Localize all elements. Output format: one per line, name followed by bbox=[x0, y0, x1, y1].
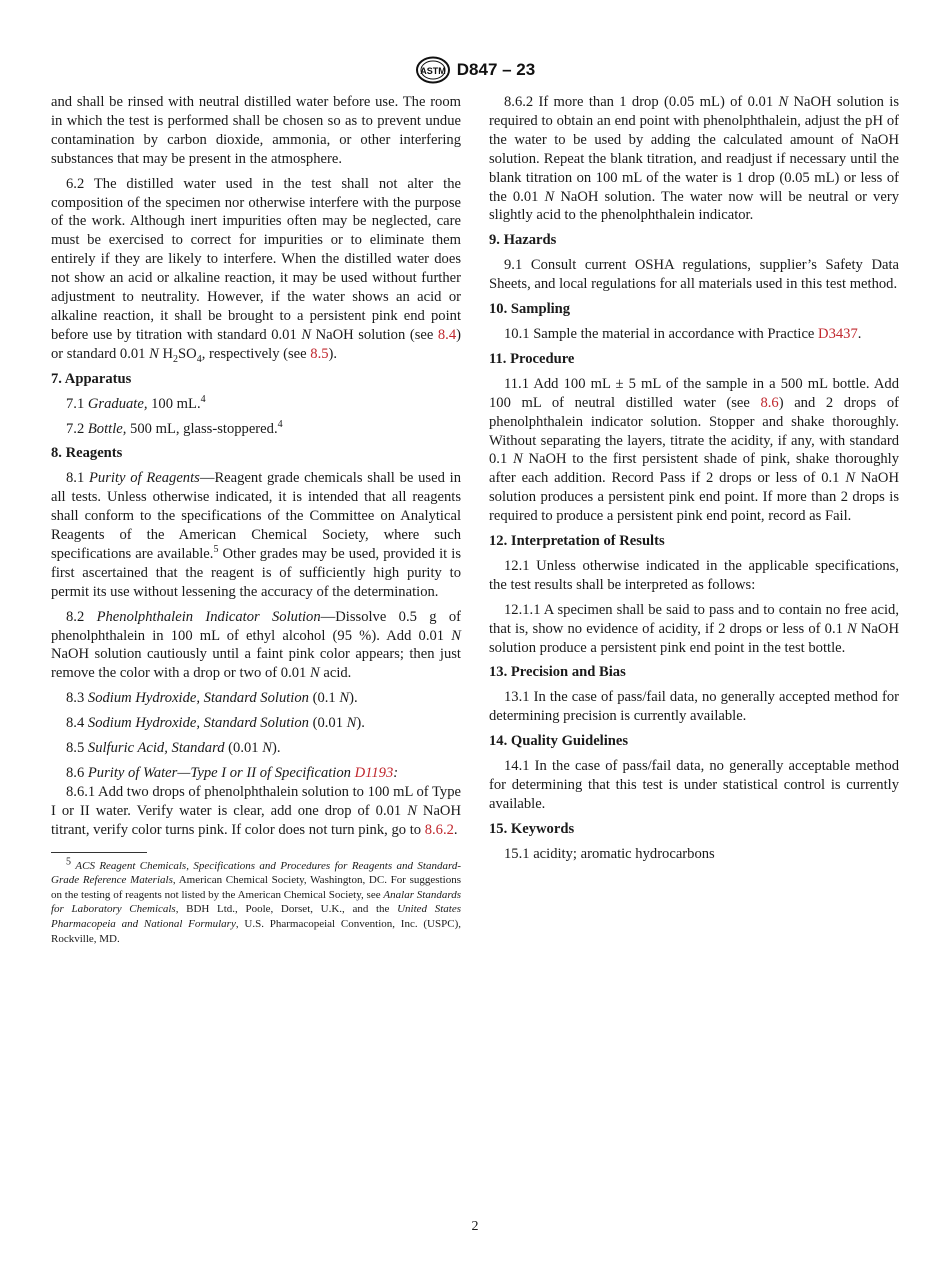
paragraph-11-1: 11.1 Add 100 mL ± 5 mL of the sample in a 500 mL bottle. Add 100 mL of neutral distilled water (see 8.6) and 2 drops of phenolphthalein indicator solution. Stopper and shake thoroughly. Without separating the layers, titrate the acidity, if any, with standard 0.1 N NaOH to the first persistent shade of pink, shake thoroughly after each addition. Record Pass if 2 drops or less of 0.1 N NaOH solution produces a persistent pink end point. If more than 2 drops is required to produce a persistent pink end point, record as Fail. bbox=[489, 375, 900, 525]
paragraph-8-1: 8.1 Purity of Reagents—Reagent grade chemicals shall be used in all tests. Unless otherwise indicated, it is intended that all reagents shall conform to the specifications of the Committee on Analytical Reagents of the American Chemical Society, where such specifications are available.$^5$ Other grades may be used, provided it is first ascertained that the reagent is of sufficiently high purity to permit its use without lessening the accuracy of the determination. bbox=[51, 470, 461, 600]
paragraph-10-1: 10.1 Sample the material in accordance with Practice D3437. bbox=[504, 325, 862, 342]
heading-interpretation: 12. Interpretation of Results bbox=[489, 533, 665, 550]
paragraph-8-6-1: 8.6.1 Add two drops of phenolphthalein solution to 100 mL of Type I or II water. Verify water is clear, add one drop of 0.01 N NaOH titrant, verify color turns pink. If color does not turn pink, go to 8.6.2. bbox=[51, 783, 462, 838]
paragraph-9-1: 9.1 Consult current OSHA regulations, supplier’s Safety Data Sheets, and local regulations for all materials used in this test method. bbox=[489, 257, 899, 293]
paragraph-12-1: 12.1 Unless otherwise indicated in the applicable specifications, the test results shall be interpreted as follows: bbox=[489, 557, 899, 593]
link-8-6[interactable]: 8.6 bbox=[760, 394, 779, 411]
footnote-5: $^5$ ACS Reagent Chemicals, Specifications and Procedures for Reagents and Standard-Grade Reference Materials, American Chemical Society, Washington, DC. For suggestions on the testing of reagents not listed by the American Chemical Society, see Analar Standards for Laboratory Chemicals, BDH Ltd., Poole, Dorset, U.K., and the United States Pharmacopeia and National Formulary, U.S. Pharmacopeial Convention, Inc. (USPC), Rockville, MD. bbox=[51, 855, 461, 945]
paragraph-8-4: 8.4 Sodium Hydroxide, Standard Solution (0.01 N). bbox=[66, 715, 365, 732]
paragraph-8-3: 8.3 Sodium Hydroxide, Standard Solution (0.1 N). bbox=[66, 690, 358, 707]
footnote-divider bbox=[51, 852, 147, 853]
heading-hazards: 9. Hazards bbox=[489, 232, 557, 249]
heading-precision-bias: 13. Precision and Bias bbox=[489, 664, 626, 681]
paragraph-15-1: 15.1 acidity; aromatic hydrocarbons bbox=[504, 845, 715, 862]
heading-apparatus: 7. Apparatus bbox=[51, 370, 132, 387]
left-column bbox=[51, 93, 461, 952]
document-id: D847 – 23 bbox=[456, 60, 536, 79]
paragraph-7-1: 7.1 Graduate, 100 mL.$^4$ bbox=[66, 393, 206, 412]
paragraph-6-2: 6.2 The distilled water used in the test shall not alter the composition of the specimen nor otherwise interfere with the purpose of the work. Although inert impurities often may be neglected, care must be exercised to correct for impurities or to eliminate them entirely if they are likely to interfere. When the distilled water does not show an acid or alkaline reaction, it may be used without further adjustment to neutrality. However, if the water shows an acid or alkaline reaction, it shall be brought to a persistent pink end point before use by titration with standard 0.01 N NaOH solution (see 8.4) or standard 0.01 N $H_2SO_4$, respectively (see 8.5). bbox=[51, 175, 461, 365]
astm-logo-icon bbox=[415, 56, 451, 84]
right-column bbox=[489, 93, 899, 870]
link-d3437[interactable]: D3437 bbox=[818, 325, 858, 342]
paragraph-8-2: 8.2 Phenolphthalein Indicator Solution—Dissolve 0.5 g of phenolphthalein in 100 mL of ethyl alcohol (95 %). Add 0.01 N NaOH solution cautiously until a faint pink color appears; then just remove the color with a drop or two of 0.01 N acid. bbox=[51, 608, 461, 682]
paragraph-13-1: 13.1 In the case of pass/fail data, no generally accepted method for determining precision is currently available. bbox=[489, 689, 899, 725]
heading-procedure: 11. Procedure bbox=[489, 350, 575, 367]
link-d1193[interactable]: D1193 bbox=[354, 765, 394, 781]
heading-reagents: 8. Reagents bbox=[51, 445, 123, 462]
paragraph-8-6: 8.6 Purity of Water—Type I or II of Specification D1193: bbox=[66, 765, 399, 781]
paragraph-7-2: 7.2 Bottle, 500 mL, glass-stoppered.$^4$ bbox=[66, 418, 283, 437]
astm-logo-text: ASTM bbox=[420, 66, 446, 76]
heading-keywords: 15. Keywords bbox=[489, 820, 575, 837]
paragraph-12-1-1: 12.1.1 A specimen shall be said to pass and to contain no free acid, that is, show no evidence of acidity, if 2 drops or less of 0.1 N NaOH solution produce a persistent pink end point in the test bottle. bbox=[489, 601, 899, 656]
heading-sampling: 10. Sampling bbox=[489, 301, 571, 318]
heading-quality-guidelines: 14. Quality Guidelines bbox=[489, 733, 629, 750]
link-8-6-2[interactable]: 8.6.2 bbox=[424, 821, 454, 838]
page-header bbox=[0, 56, 950, 84]
paragraph-14-1: 14.1 In the case of pass/fail data, no generally acceptable method for determining that this test is under statistical control is currently available. bbox=[489, 758, 899, 812]
paragraph-8-6-2: 8.6.2 If more than 1 drop (0.05 mL) of 0.01 N NaOH solution is required to obtain an end point with phenolphthalein, adjust the pH of the water to be used by adding the calculated amount of NaOH solution. Repeat the blank titration, and readjust if necessary until the blank titration on 100 mL of the water is 1 drop (0.05 mL) or less of the 0.01 N NaOH solution. The water now will be neutral or very slightly acid to the phenolphthalein indicator. bbox=[489, 94, 899, 224]
link-8-4[interactable]: 8.4 bbox=[437, 326, 457, 343]
link-8-5[interactable]: 8.5 bbox=[310, 345, 329, 362]
paragraph-8-5: 8.5 Sulfuric Acid, Standard (0.01 N). bbox=[66, 740, 281, 757]
page-number: 2 bbox=[471, 1219, 479, 1234]
paragraph-6-1-continued: and shall be rinsed with neutral distilled water before use. The room in which the test is performed shall be chosen so as to prevent undue contamination by carbon dioxide, ammonia, or other interfering substances that may be present in the atmosphere. bbox=[51, 94, 461, 167]
